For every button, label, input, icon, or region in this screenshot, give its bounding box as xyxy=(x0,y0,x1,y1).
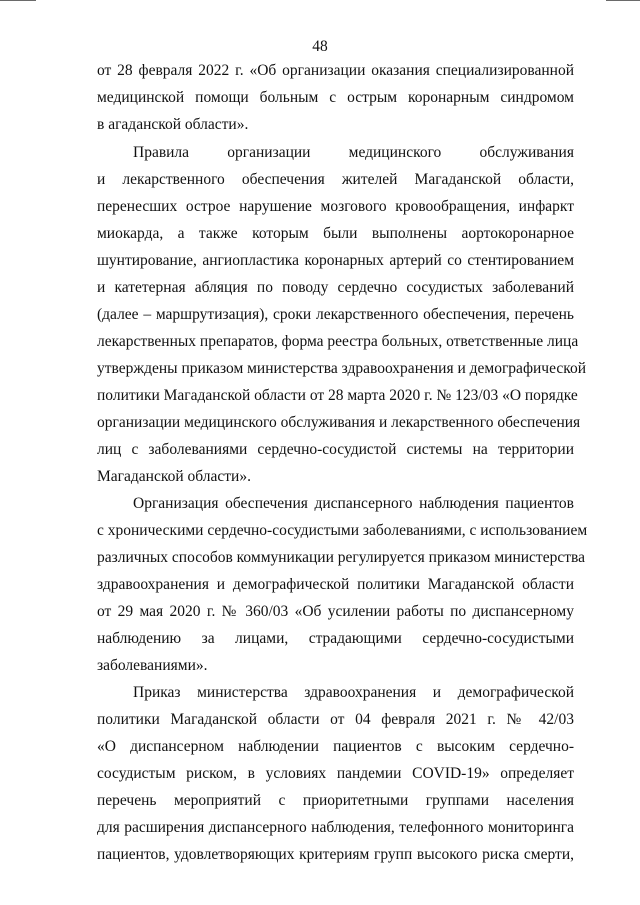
text-line: в агаданской области». xyxy=(97,116,249,133)
text-line: лиц с заболеваниями сердечно-сосудистой системы на территории xyxy=(97,441,574,458)
text-line: медицинской помощи больным с острым коронарным синдромом xyxy=(97,89,574,106)
text-line: перенесших острое нарушение мозгового кровообращения, инфаркт xyxy=(97,198,574,215)
text-line: наблюдению за лицами, страдающими сердечно-сосудистыми xyxy=(97,630,574,647)
top-left-edge-line xyxy=(0,0,36,1)
text-line: с хроническими сердечно-сосудистыми заболеваниями, с использованием xyxy=(97,522,588,539)
text-line: политики Магаданской области от 04 февраля 2021 г. № 42/03 xyxy=(97,711,574,728)
text-line: Организация обеспечения диспансерного наблюдения пациентов xyxy=(133,495,574,512)
text-line: и катетерная абляция по поводу сердечно сосудистых заболеваний xyxy=(97,279,574,296)
text-line: шунтирование, ангиопластика коронарных артерий со стентированием xyxy=(97,252,574,269)
text-line: политики Магаданской области от 28 марта 2020 г. № 123/03 «О порядке xyxy=(97,387,578,404)
text-line: сосудистым риском, в условиях пандемии COVID-19» определяет xyxy=(97,765,574,782)
text-line: от 29 мая 2020 г. № 360/03 «Об усилении работы по диспансерному xyxy=(97,603,574,620)
text-line: миокарда, а также которым были выполнены аортокоронарное xyxy=(97,225,574,242)
text-line: (далее – маршрутизация), сроки лекарственного обеспечения, перечень xyxy=(97,306,574,323)
text-line: лекарственных препаратов, форма реестра больных, ответственные лица xyxy=(97,333,579,350)
text-line: Правила организации медицинского обслуживания xyxy=(133,144,574,161)
text-line: организации медицинского обслуживания и лекарственного обеспечения xyxy=(97,414,581,431)
page-number: 48 xyxy=(312,38,328,55)
text-line: заболеваниями». xyxy=(97,657,208,674)
text-line: «О диспансерном наблюдении пациентов с высоким сердечно- xyxy=(97,738,574,755)
text-line: Приказ министерства здравоохранения и демографической xyxy=(133,684,574,701)
text-line: Магаданской области». xyxy=(97,468,251,485)
top-right-edge-line xyxy=(606,0,640,1)
text-line: от 28 февраля 2022 г. «Об организации оказания специализированной xyxy=(97,62,574,79)
text-line: перечень мероприятий с приоритетными группами населения xyxy=(97,792,574,809)
text-line: для расширения диспансерного наблюдения, телефонного мониторинга xyxy=(97,819,574,836)
text-line: пациентов, удовлетворяющих критериям групп высокого риска смерти, xyxy=(97,846,574,863)
text-line: здравоохранения и демографической политики Магаданской области xyxy=(97,576,574,593)
text-line: различных способов коммуникации регулируется приказом министерства xyxy=(97,549,585,566)
text-line: утверждены приказом министерства здравоохранения и демографической xyxy=(97,360,587,377)
text-line: и лекарственного обеспечения жителей Магаданской области, xyxy=(97,171,574,188)
